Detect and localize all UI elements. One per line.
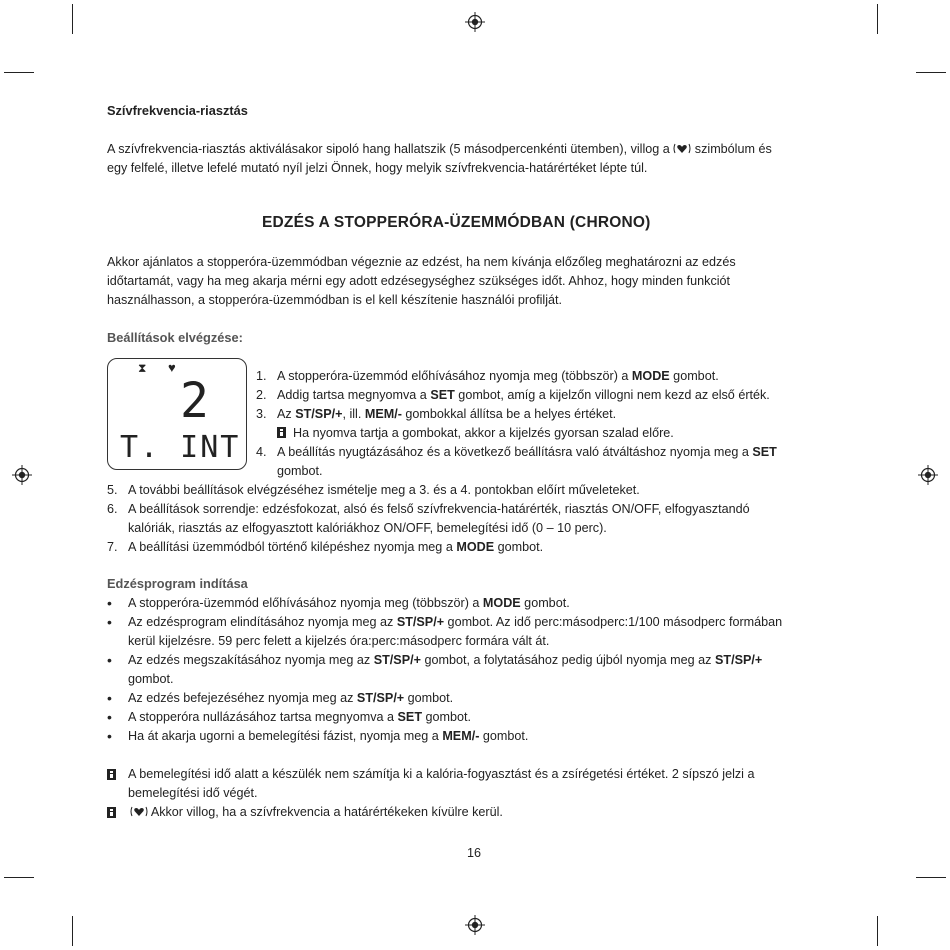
page-heading: EDZÉS A STOPPERÓRA-ÜZEMMÓDBAN (CHRONO)	[262, 214, 651, 231]
text-span: gombot.	[404, 691, 454, 705]
text-span: Addig tartsa megnyomva a	[277, 388, 431, 402]
registration-mark-icon	[918, 465, 938, 485]
text-span: gombokkal állítsa be a helyes értéket.	[401, 407, 617, 421]
page-number: 16	[467, 846, 482, 860]
heart-signal-icon	[130, 806, 148, 817]
step-note	[277, 424, 674, 443]
button-name: MEM/-	[442, 729, 480, 743]
paragraph-line: Akkor ajánlatos a stopperóra-üzemmódban végeznie az edzést, ha nem kívánja előzőleg meghatározni az edzés	[107, 255, 736, 269]
heart-icon: ♥	[168, 360, 176, 375]
text-span: A szívfrekvencia-riasztás aktiválásakor sipoló hang hallatszik (5 másodpercenkénti ütemben), villog a	[107, 142, 670, 156]
crop-mark	[877, 916, 878, 946]
info-note-icon	[277, 427, 286, 438]
text-span: A stopperóra-üzemmód előhívásához nyomja meg (többször) a	[277, 369, 632, 383]
list-item	[128, 689, 453, 708]
text-span: Az	[277, 407, 296, 421]
text-span: , ill.	[342, 407, 365, 421]
text-span: Az edzésprogram elindításához nyomja meg az	[128, 615, 397, 629]
bullet: •	[107, 728, 112, 744]
step-number: 6.	[107, 502, 118, 516]
button-name: MODE	[456, 540, 495, 554]
paragraph-line: időtartamát, vagy ha meg akarja mérni egy adott edzésegységhez szükséges időt. Ahhoz, hogy minden funkciót	[107, 274, 731, 288]
crop-mark	[4, 877, 34, 878]
button-name: SET	[430, 388, 455, 402]
step-text: kalóriák, riasztás az elfogyasztott kalóriákhoz ON/OFF, bemelegítési idő (0 – 10 perc).	[128, 521, 607, 535]
text-span: gombot.	[520, 596, 570, 610]
crop-mark	[72, 4, 73, 34]
bullet: •	[107, 709, 112, 725]
text-span: Az edzés befejezéséhez nyomja meg az	[128, 691, 357, 705]
step-text: A további beállítások elvégzéséhez ismételje meg a 3. és a 4. pontokban előírt műveleteket.	[128, 483, 640, 497]
list-item	[128, 708, 471, 727]
text-span: A beállítás nyugtázásához és a következő beállításra való átváltáshoz nyomja meg a	[277, 445, 753, 459]
registration-mark-icon	[465, 915, 485, 935]
text-span: Ha át akarja ugorni a bemelegítési fázist, nyomja meg a	[128, 729, 443, 743]
info-note-icon	[107, 768, 116, 782]
text-span: gombot.	[494, 540, 544, 554]
button-name: SET	[752, 445, 777, 459]
text-span: gombot.	[669, 369, 719, 383]
section-title: Szívfrekvencia-riasztás	[107, 103, 248, 118]
text-span: Akkor villog, ha a szívfrekvencia a határértékeken kívülre kerül.	[150, 805, 503, 819]
step-text	[277, 443, 777, 462]
bullet: •	[107, 614, 112, 630]
bullet: •	[107, 690, 112, 706]
text-span: szimbólum és	[694, 142, 772, 156]
step-number: 1.	[256, 369, 267, 383]
button-name: ST/SP/+	[396, 615, 445, 629]
list-item	[128, 727, 528, 746]
registration-mark-icon	[12, 465, 32, 485]
text-span: gombot.	[479, 729, 529, 743]
crop-mark	[72, 916, 73, 946]
crop-mark	[877, 4, 878, 34]
step-text	[128, 538, 543, 557]
paragraph-line: használhasson, a stopperóra-üzemmódban is el kell készítenie használói profilját.	[107, 293, 563, 307]
step-text	[277, 405, 616, 424]
text-span: gombot. Az idő perc:másodperc:1/100 másodperc formában	[444, 615, 783, 629]
lcd-display-illustration	[107, 358, 247, 470]
bullet: •	[107, 595, 112, 611]
list-item	[128, 594, 570, 613]
button-name: ST/SP/+	[714, 653, 763, 667]
bullet: •	[107, 652, 112, 668]
crop-mark	[4, 72, 34, 73]
registration-mark-icon	[465, 12, 485, 32]
step-number: 4.	[256, 445, 267, 459]
button-name: ST/SP/+	[295, 407, 343, 421]
paragraph-line: egy felfelé, illetve lefelé mutató nyíl jelzi Önnek, hogy melyik szívfrekvencia-határértéket lépte túl.	[107, 161, 648, 175]
lcd-digit: 2	[180, 373, 209, 429]
text-span: Az edzés megszakításához nyomja meg az	[128, 653, 374, 667]
text-span: gombot, amíg a kijelzőn villogni nem kezd az első érték.	[454, 388, 770, 402]
list-item: gombot.	[128, 672, 174, 686]
heart-signal-icon	[673, 143, 691, 154]
note-text: bemelegítési idő végét.	[128, 786, 258, 800]
button-name: ST/SP/+	[356, 691, 405, 705]
hourglass-icon: ⧗	[138, 361, 147, 375]
step-number: 3.	[256, 407, 267, 421]
info-note-icon	[107, 806, 116, 820]
step-text	[277, 386, 770, 405]
section-title: Edzésprogram indítása	[107, 576, 248, 591]
note-text: A bemelegítési idő alatt a készülék nem számítja ki a kalória-fogyasztást és a zsírégetési értéket. 2 sípszó jelzi a	[128, 767, 755, 781]
button-name: MODE	[631, 369, 670, 383]
text-span: A stopperóra nullázásához tartsa megnyomva a	[128, 710, 398, 724]
step-text: A beállítások sorrendje: edzésfokozat, alsó és felső szívfrekvencia-határérték, riasztás ON/OFF, elfogyasztandó	[128, 502, 750, 516]
step-text	[277, 367, 719, 386]
text-span: A beállítási üzemmódból történő kilépéshez nyomja meg a	[128, 540, 457, 554]
crop-mark	[916, 72, 946, 73]
step-number: 7.	[107, 540, 118, 554]
step-text: gombot.	[277, 464, 323, 478]
note-text	[130, 803, 503, 822]
list-item	[128, 651, 762, 670]
step-number: 5.	[107, 483, 118, 497]
text-span: gombot, a folytatásához pedig újból nyomja meg az	[420, 653, 715, 667]
paragraph-line	[107, 140, 772, 159]
button-name: SET	[397, 710, 423, 724]
list-item	[128, 613, 782, 632]
button-name: MEM/-	[364, 407, 402, 421]
lcd-label: T. INT	[120, 430, 241, 465]
section-title: Beállítások elvégzése:	[107, 330, 243, 345]
step-number: 2.	[256, 388, 267, 402]
button-name: MODE	[482, 596, 521, 610]
text-span: A stopperóra-üzemmód előhívásához nyomja meg (többször) a	[128, 596, 483, 610]
text-span: Ha nyomva tartja a gombokat, akkor a kijelzés gyorsan szalad előre.	[293, 426, 674, 440]
text-span: gombot.	[422, 710, 472, 724]
crop-mark	[916, 877, 946, 878]
list-item: kerül kijelzésre. 59 perc felett a kijelzés óra:perc:másodperc formára vált át.	[128, 634, 550, 648]
button-name: ST/SP/+	[373, 653, 421, 667]
